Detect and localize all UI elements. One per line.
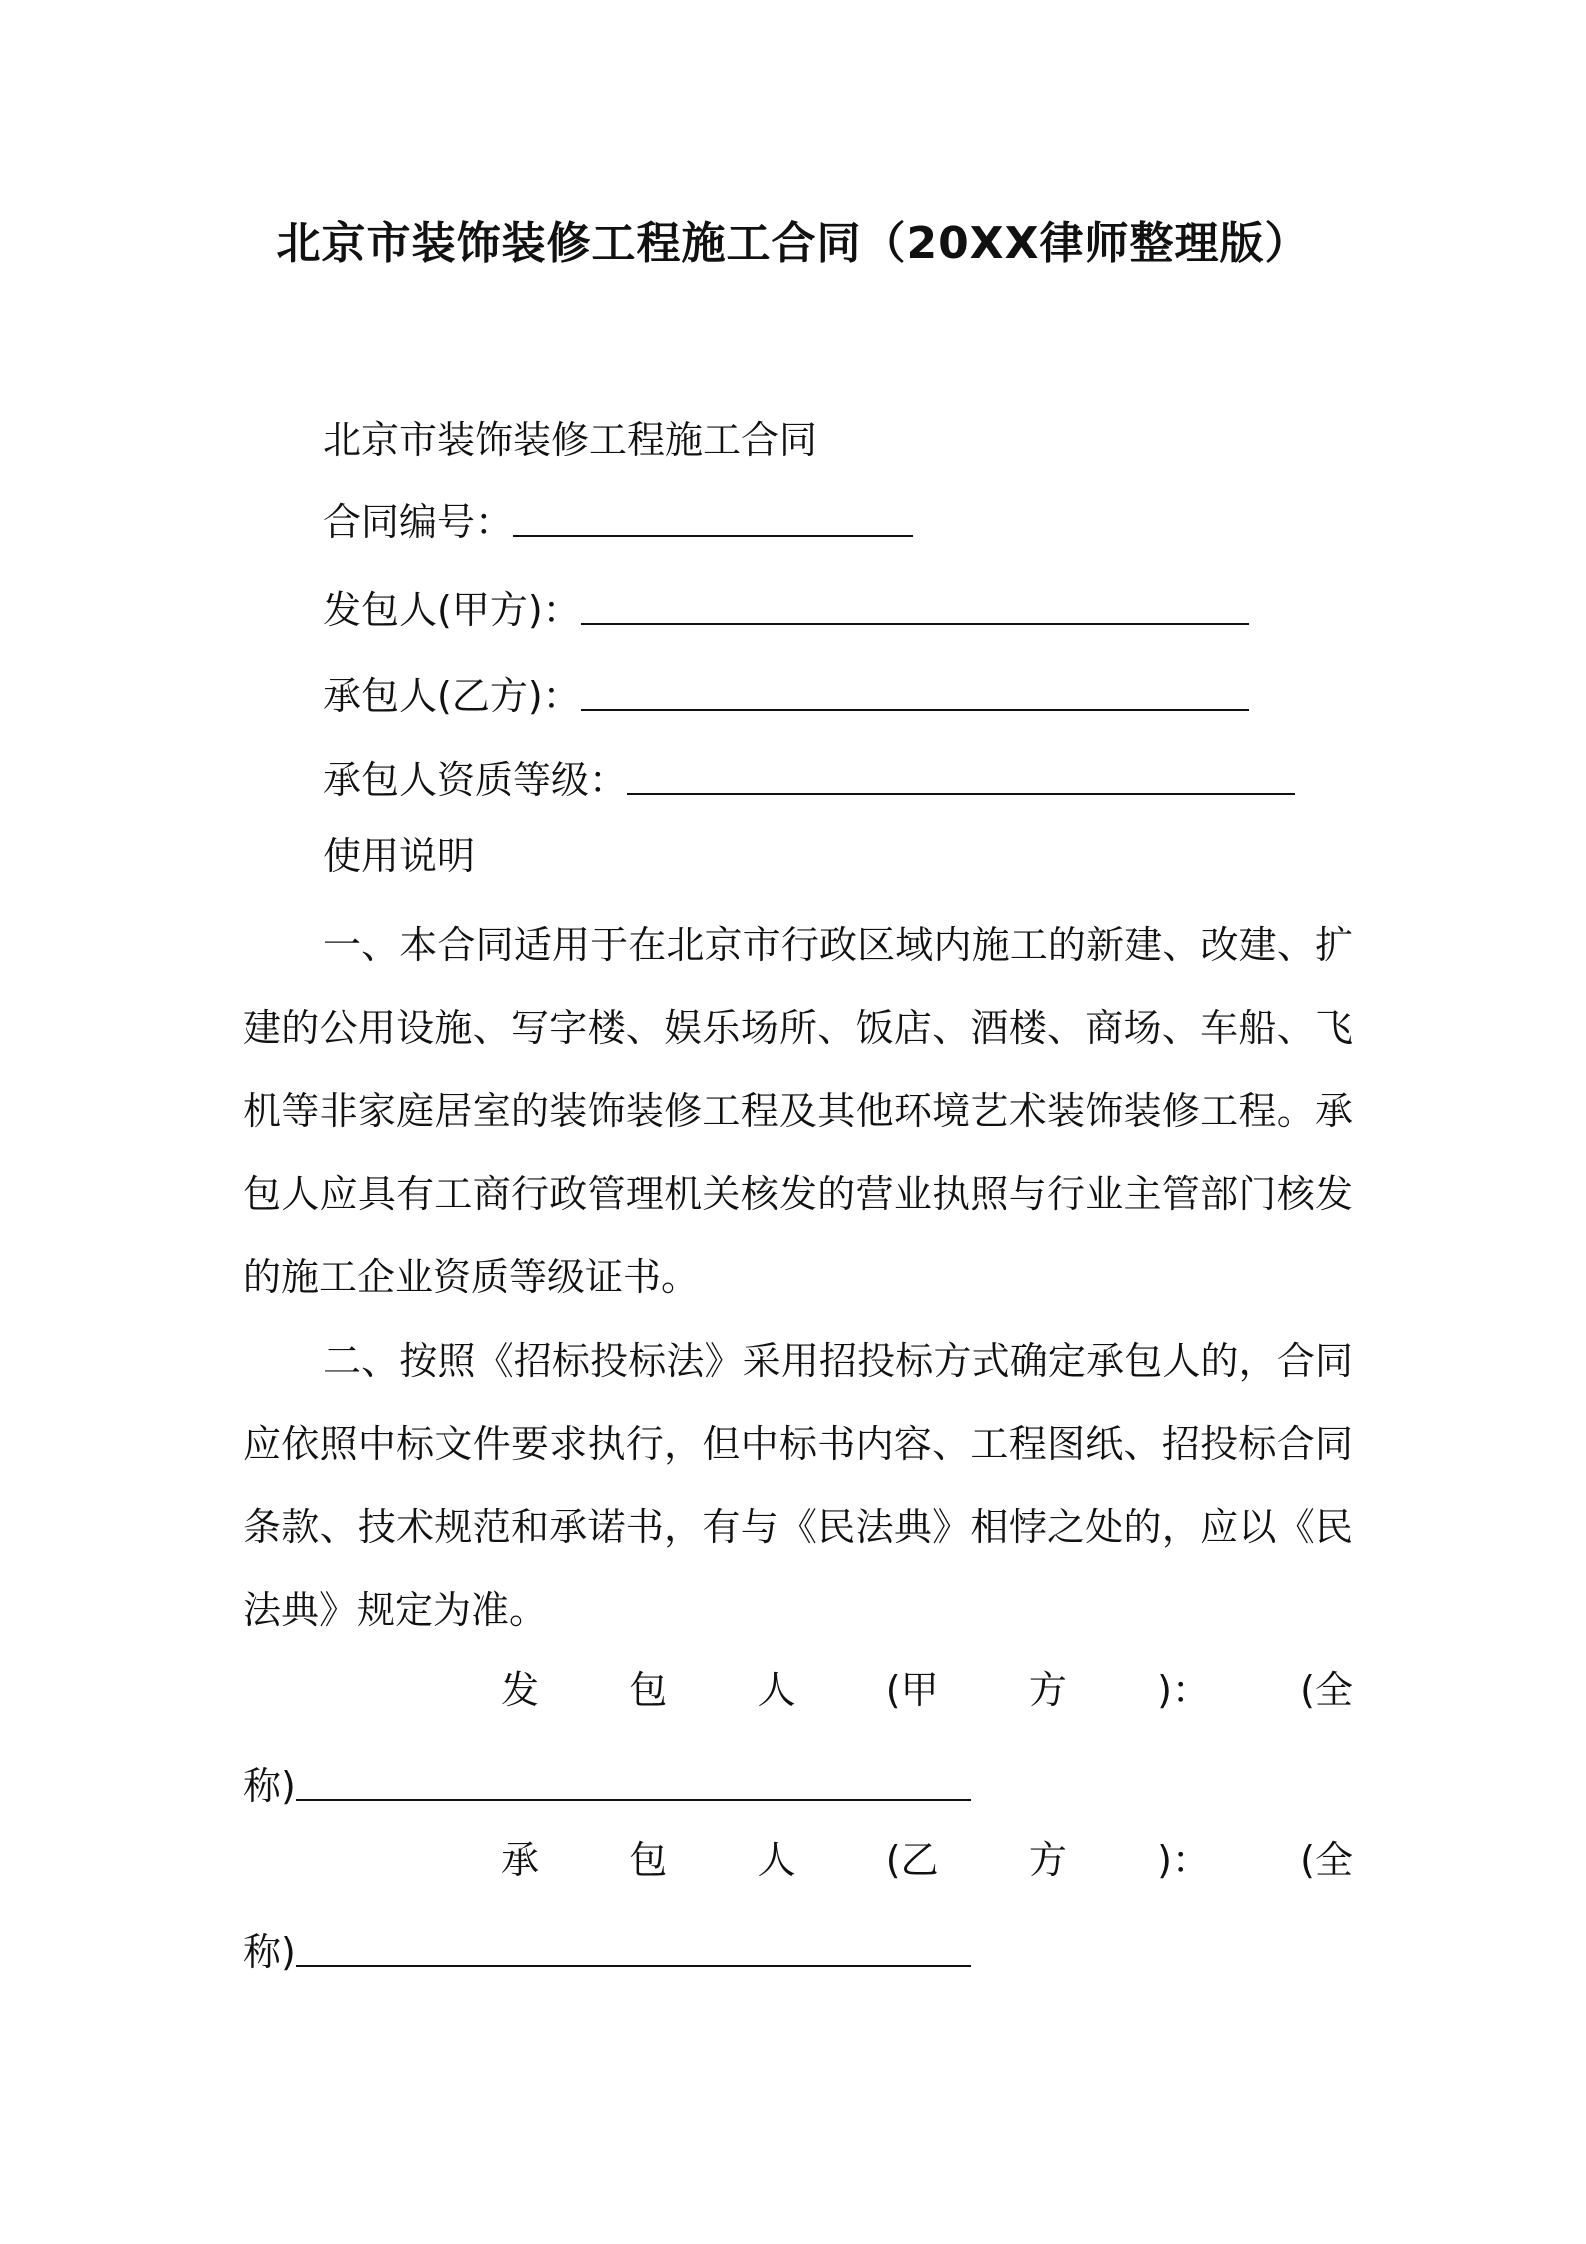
party-a-sig-char: )： [1157, 1668, 1210, 1712]
party-b-label: 承包人(乙方)： [323, 674, 581, 718]
party-a-blank[interactable] [581, 583, 1249, 625]
party-b-sig-char: 方 [1028, 1838, 1067, 1882]
party-a-label: 发包人(甲方)： [323, 588, 581, 632]
party-b-sig-char: (乙 [885, 1838, 939, 1882]
party-b-signature-row [243, 1830, 1353, 1890]
party-b-sig-char: 人 [757, 1838, 796, 1882]
party-a-fullname-row [243, 1756, 971, 1816]
party-a-signature-row [243, 1660, 1353, 1720]
contract-number-row [323, 492, 913, 552]
party-a-sig-char: 发 [501, 1668, 540, 1712]
party-a-sig-char: (甲 [885, 1668, 939, 1712]
party-a-fullname-label: 称) [243, 1764, 296, 1808]
contract-subtitle: 北京市装饰装修工程施工合同 [323, 418, 818, 462]
instruction-paragraph-2: 二、按照《招标投标法》采用招投标方式确定承包人的，合同应依照中标文件要求执行，但中标书内容、工程图纸、招投标合同条款、技术规范和承诺书，有与《民法典》相悖之处的，应以《民法典》规定为准。 [243, 1339, 1353, 1632]
party-b-fullname-blank[interactable] [296, 1925, 971, 1967]
party-a-sig-char: 包 [629, 1668, 668, 1712]
contract-number-label: 合同编号： [323, 500, 514, 544]
party-a-fullname-blank[interactable] [296, 1759, 971, 1801]
party-b-sig-char: (全 [1300, 1838, 1353, 1882]
party-a-sig-char: 人 [757, 1668, 796, 1712]
party-a-sig-char: 方 [1028, 1668, 1067, 1712]
qualification-blank[interactable] [627, 753, 1295, 795]
qualification-row [323, 750, 1295, 810]
party-a-row [323, 580, 1249, 640]
qualification-label: 承包人资质等级： [323, 758, 628, 802]
instructions-heading: 使用说明 [323, 834, 476, 878]
contract-number-blank[interactable] [513, 495, 913, 537]
document-title: 北京市装饰装修工程施工合同（20XX律师整理版） [276, 218, 1310, 269]
party-a-sig-char: (全 [1300, 1668, 1353, 1712]
instruction-paragraph-1: 一、本合同适用于在北京市行政区域内施工的新建、改建、扩建的公用设施、写字楼、娱乐场所、饭店、酒楼、商场、车船、飞机等非家庭居室的装饰装修工程及其他环境艺术装饰装修工程。承包人应具有工商行政管理机关核发的营业执照与行业主管部门核发的施工企业资质等级证书。 [243, 923, 1353, 1299]
party-b-sig-char: 包 [629, 1838, 668, 1882]
party-b-sig-char: 承 [501, 1838, 540, 1882]
party-b-fullname-label: 称) [243, 1930, 296, 1974]
party-b-row [323, 666, 1249, 726]
party-b-blank[interactable] [581, 669, 1249, 711]
party-b-sig-char: )： [1157, 1838, 1210, 1882]
party-b-fullname-row [243, 1922, 971, 1982]
